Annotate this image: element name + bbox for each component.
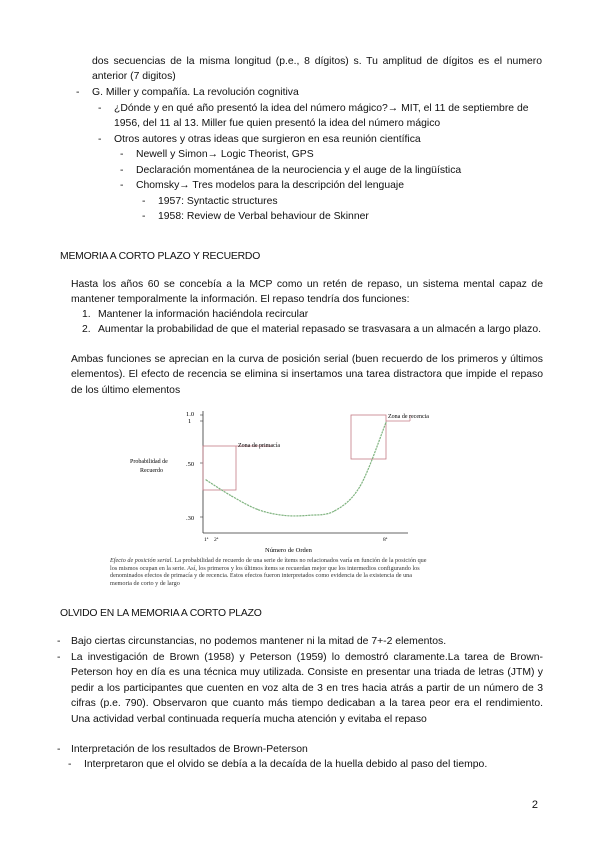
data-point	[283, 515, 284, 516]
bullet-dash: -	[57, 652, 61, 663]
list-item: Mantener la información haciéndola recircular	[98, 309, 309, 320]
bullet-dash: -	[142, 211, 146, 222]
recency-zone-label: Zona de recencia	[388, 414, 429, 420]
list-item: Aumentar la probabilidad de que el material repasado se trasvasara a un almacén a largo plazo.	[98, 324, 542, 335]
bullet-dash: -	[76, 87, 80, 98]
olvido-bullet-2: La investigación de Brown (1958) y Peterson (1959) lo demostró claramente.La tarea de Brown-Peterson hoy en día es una técnica muy utilizada. Consiste en presentar una triada de letras (JTM) y pedir a los participantes que cuenten en voz alta de 3 en tres hacia atrás a partir de un número de 3 cifras (p.e. 790). Observaron que cuanto más tiempo dedicaban a la tarea peor era el rendimiento. Una actividad verbal continuada requería mucha atención y evitaba el repaso	[71, 652, 543, 725]
miller-question: ¿Dónde y en qué año presentó la idea del número mágico?→ MIT, el 11 de septiembre de 1956, del 11 al 13. Miller fue quien presentó la idea del número mágico	[114, 103, 529, 130]
page-number: 2	[531, 799, 538, 811]
newell-item: Newell y Simon→ Logic Theorist, GPS	[136, 149, 314, 160]
x-tick-label: 2ª	[214, 537, 219, 543]
bullet-dash: -	[57, 744, 61, 755]
section-heading-memoria: MEMORIA A CORTO PLAZO Y RECUERDO	[60, 251, 261, 262]
data-point	[334, 510, 335, 511]
paragraph-mcp: Hasta los años 60 se concebía a la MCP como un retén de repaso, un sistema mental capaz de mantener temporalmente la información. El repaso tendría dos funciones:	[71, 279, 543, 306]
data-point	[257, 509, 258, 510]
y-tick-label: 1.0	[186, 411, 195, 418]
data-point	[360, 485, 361, 486]
list-number: 2.	[82, 324, 91, 335]
bullet-dash: -	[120, 149, 124, 160]
chomsky-item: Chomsky→ Tres modelos para la descripción del lenguaje	[136, 180, 404, 191]
bullet-dash: -	[142, 196, 146, 207]
figure-caption-text: La probabilidad de recuerdo de una serie de ítems no relacionados varía en función de la posición que los mismos ocupan en la serie. Así, los primeros y los últimos ítems se recuerdan mejor que los intermedios configurando los denominados efectos de primacía y de recencia. Estos efectos fueron interpretados como evidencia de la existencia de una memoria de corto y de largo	[110, 557, 427, 587]
x-tick-label: 8ª	[383, 537, 388, 543]
serial-position-curve	[206, 422, 386, 516]
bullet-dash: -	[98, 134, 102, 145]
primacy-zone-box	[203, 446, 236, 490]
otros-autores: Otros autores y otras ideas que surgieron en esa reunión científica	[114, 134, 421, 145]
olvido-bullet-1: Bajo ciertas circunstancias, no podemos mantener ni la mitad de 7+-2 elementos.	[71, 636, 447, 647]
section-heading-olvido: OLVIDO EN LA MEMORIA A CORTO PLAZO	[60, 608, 262, 619]
miller-item: G. Miller y compañía. La revolución cognitiva	[92, 87, 299, 98]
y-tick-label: 1	[188, 418, 192, 425]
bullet-dash: -	[57, 636, 61, 647]
paragraph-funciones: Ambas funciones se aprecian en la curva de posición serial (buen recuerdo de los primeros y últimos elementos). El efecto de recencia se elimina si insertamos una tarea distractora que impide el repaso de los último elementos	[71, 354, 543, 396]
x-tick-label: 1ª	[204, 537, 209, 543]
data-point	[231, 496, 232, 497]
data-point	[385, 422, 386, 423]
olvido-bullet-3: Interpretación de los resultados de Brown-Peterson	[71, 744, 308, 755]
y-axis-label: Probabilidad de	[130, 459, 168, 465]
list-number: 1.	[82, 309, 91, 320]
bullet-dash: -	[68, 759, 72, 770]
olvido-bullet-3a: Interpretaron que el olvido se debía a la decaída de la huella debido al paso del tiempo.	[84, 759, 488, 770]
y-tick-label: .50	[186, 461, 195, 468]
bullet-dash: -	[120, 180, 124, 191]
y-tick-label: .30	[186, 515, 195, 522]
figure-caption	[110, 557, 428, 587]
data-point	[205, 479, 206, 480]
figure-caption-italic: Efecto de posición serial.	[110, 557, 173, 564]
chomsky-1957: 1957: Syntactic structures	[158, 196, 278, 207]
serial-position-chart	[110, 405, 440, 553]
bullet-dash: -	[120, 165, 124, 176]
declaracion-item: Declaración momentánea de la neurociencia y el auge de la lingüística	[136, 165, 462, 176]
continuation-text: dos secuencias de la misma longitud (p.e., 8 dígitos) s. Tu amplitud de dígitos es el numero anterior (7 digitos)	[92, 56, 542, 83]
data-point	[308, 515, 309, 516]
chomsky-1958: 1958: Review de Verbal behaviour de Skinner	[158, 211, 369, 222]
primacy-zone-label: Zona de primacía	[238, 443, 280, 449]
x-axis-label: Número de Orden	[265, 547, 312, 553]
y-axis-label: Recuerdo	[140, 468, 163, 474]
bullet-dash: -	[98, 103, 102, 114]
